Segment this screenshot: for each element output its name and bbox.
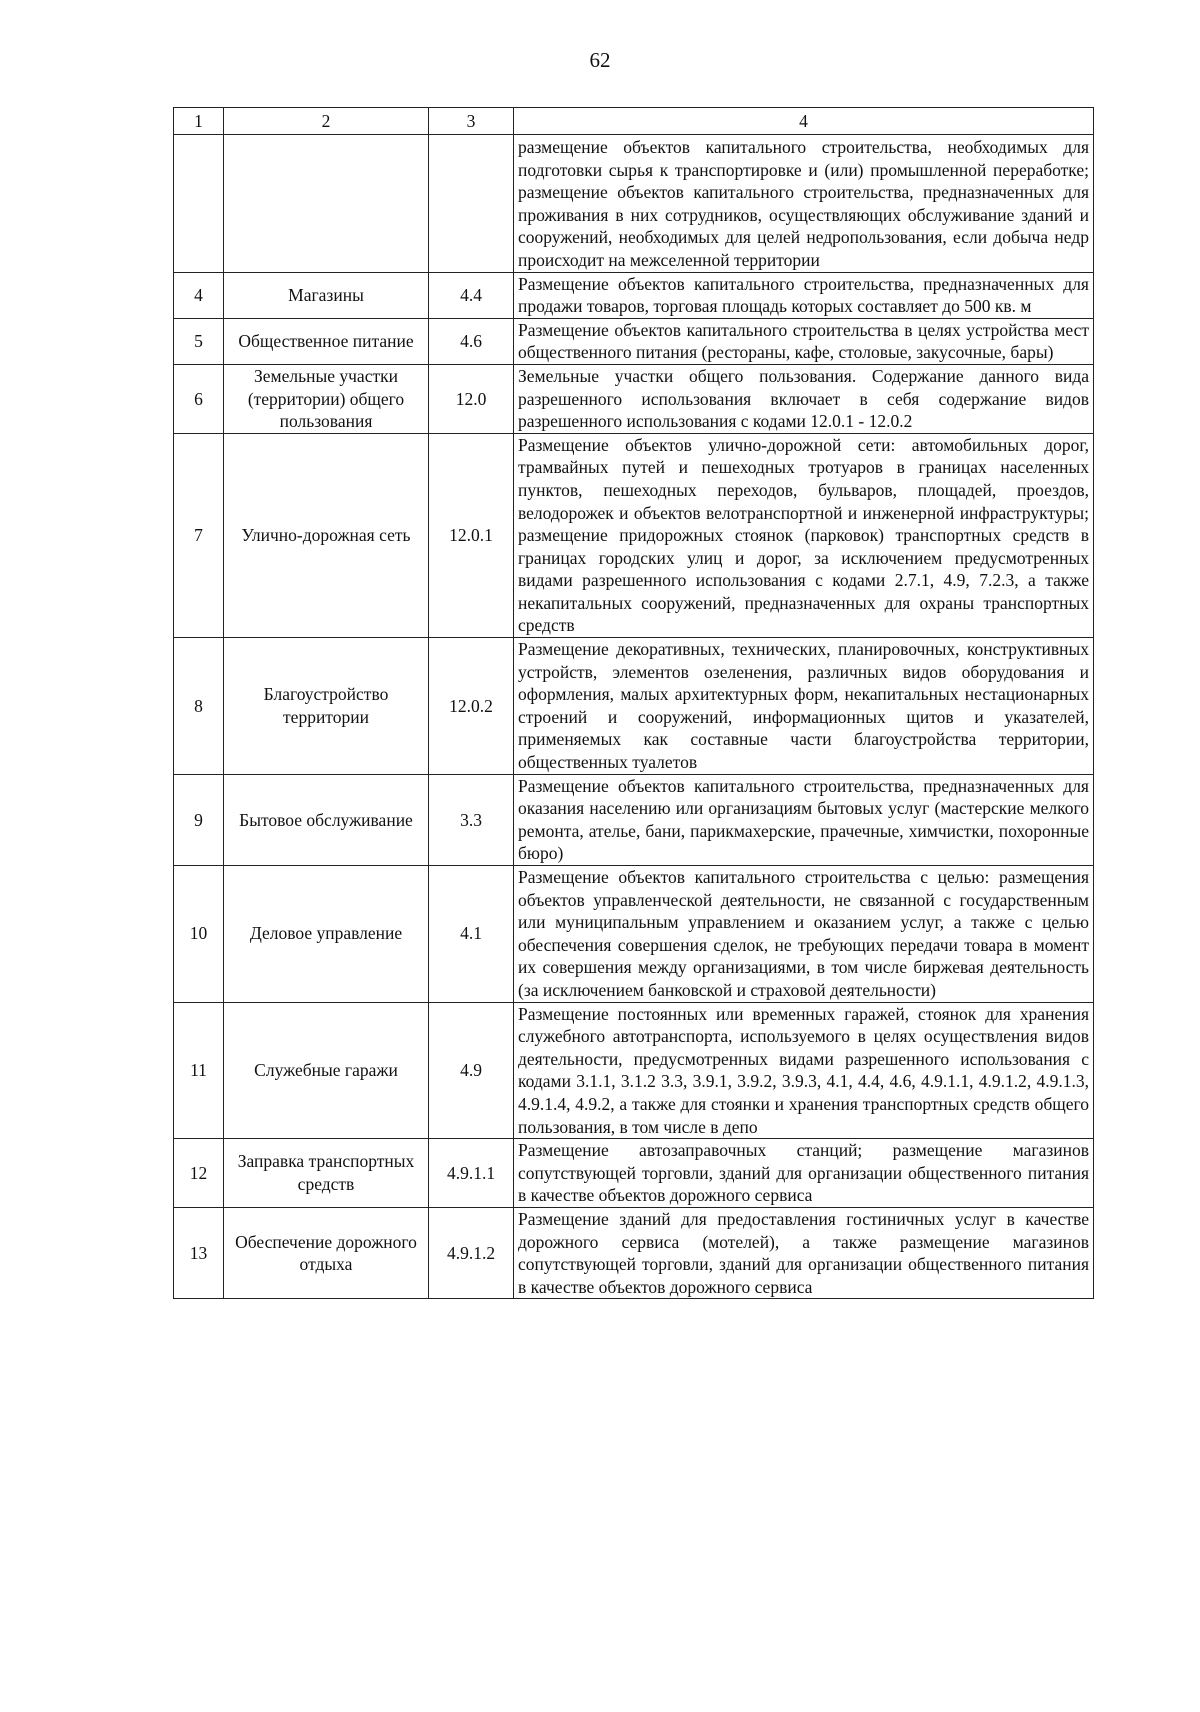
- continuation-code-cell: [429, 135, 514, 273]
- row-description-cell: Размещение объектов капитального строительства с целью: размещения объектов управленческой деятельности, не связанной с государственным или муниципальным управлением и оказанием услуг, а также с целью обеспечения совершения сделок, не требующих передачи товара в момент их совершения между организациями, в том числе биржевая деятельность (за исключением банковской и страховой деятельности): [514, 866, 1094, 1003]
- row-name-cell: Общественное питание: [224, 318, 429, 364]
- row-number-cell: 10: [174, 866, 224, 1003]
- row-name-cell: Заправка транспортных средств: [224, 1139, 429, 1208]
- row-description-cell: Размещение автозаправочных станций; размещение магазинов сопутствующей торговли, зданий для организации общественного питания в качестве объектов дорожного сервиса: [514, 1139, 1094, 1208]
- row-number-cell: 4: [174, 272, 224, 318]
- table-row: [174, 433, 1094, 637]
- row-name-cell: Магазины: [224, 272, 429, 318]
- continuation-name-cell: [224, 135, 429, 273]
- row-number-cell: 9: [174, 774, 224, 865]
- row-code-cell: 4.6: [429, 318, 514, 364]
- continuation-row: [174, 135, 1094, 273]
- row-name-cell: Деловое управление: [224, 866, 429, 1003]
- row-description-cell: Размещение объектов капитального строительства, предназначенных для продажи товаров, торговая площадь которых составляет до 500 кв. м: [514, 272, 1094, 318]
- row-number-cell: 11: [174, 1002, 224, 1139]
- row-code-cell: 4.1: [429, 866, 514, 1003]
- row-number-cell: 7: [174, 433, 224, 637]
- row-name-cell: Благоустройство территории: [224, 638, 429, 775]
- row-description-cell: Размещение декоративных, технических, планировочных, конструктивных устройств, элементов озеленения, различных видов оборудования и оформления, малых архитектурных форм, некапитальных нестационарных строений и сооружений, информационных щитов и указателей, применяемых как составные части благоустройства территории, общественных туалетов: [514, 638, 1094, 775]
- row-code-cell: 4.9.1.1: [429, 1139, 514, 1208]
- table-row: [174, 774, 1094, 865]
- row-code-cell: 12.0.2: [429, 638, 514, 775]
- row-code-cell: 4.4: [429, 272, 514, 318]
- row-number-cell: 5: [174, 318, 224, 364]
- table-row: [174, 1139, 1094, 1208]
- land-use-table: [173, 107, 1094, 1299]
- row-description-cell: Размещение объектов улично-дорожной сети: автомобильных дорог, трамвайных путей и пешеходных тротуаров в границах населенных пунктов, пешеходных переходов, бульваров, площадей, проездов, велодорожек и объектов велотранспортной и инженерной инфраструктуры; размещение придорожных стоянок (парковок) транспортных средств в границах городских улиц и дорог, за исключением предусмотренных видами разрешенного использования с кодами 2.7.1, 4.9, 7.2.3, а также некапитальных сооружений, предназначенных для охраны транспортных средств: [514, 433, 1094, 637]
- row-name-cell: Земельные участки (территории) общего пользования: [224, 364, 429, 433]
- row-name-cell: Служебные гаражи: [224, 1002, 429, 1139]
- continuation-num-cell: [174, 135, 224, 273]
- header-cell-3: 3: [429, 108, 514, 135]
- row-code-cell: 12.0.1: [429, 433, 514, 637]
- row-name-cell: Обеспечение дорожного отдыха: [224, 1207, 429, 1298]
- row-description-cell: Земельные участки общего пользования. Содержание данного вида разрешенного использования включает в себя содержание видов разрешенного использования с кодами 12.0.1 - 12.0.2: [514, 364, 1094, 433]
- row-code-cell: 4.9.1.2: [429, 1207, 514, 1298]
- header-cell-1: 1: [174, 108, 224, 135]
- row-number-cell: 6: [174, 364, 224, 433]
- header-cell-2: 2: [224, 108, 429, 135]
- continuation-desc-cell: размещение объектов капитального строительства, необходимых для подготовки сырья к транспортировке и (или) промышленной переработке; размещение объектов капитального строительства, предназначенных для проживания в них сотрудников, осуществляющих обслуживание зданий и сооружений, необходимых для целей недропользования, если добыча недр происходит на межселенной территории: [514, 135, 1094, 273]
- page-number: 62: [589, 48, 611, 72]
- table-row: [174, 866, 1094, 1003]
- header-cell-4: 4: [514, 108, 1094, 135]
- row-number-cell: 13: [174, 1207, 224, 1298]
- table-row: [174, 364, 1094, 433]
- table-row: [174, 1002, 1094, 1139]
- row-description-cell: Размещение объектов капитального строительства, предназначенных для оказания населению или организациям бытовых услуг (мастерские мелкого ремонта, ателье, бани, парикмахерские, прачечные, химчистки, похоронные бюро): [514, 774, 1094, 865]
- table-row: [174, 1207, 1094, 1298]
- header-row: [174, 108, 1094, 135]
- row-number-cell: 8: [174, 638, 224, 775]
- row-number-cell: 12: [174, 1139, 224, 1208]
- row-code-cell: 4.9: [429, 1002, 514, 1139]
- row-name-cell: Бытовое обслуживание: [224, 774, 429, 865]
- table-row: [174, 272, 1094, 318]
- row-description-cell: Размещение объектов капитального строительства в целях устройства мест общественного питания (рестораны, кафе, столовые, закусочные, бары): [514, 318, 1094, 364]
- row-description-cell: Размещение постоянных или временных гаражей, стоянок для хранения служебного автотранспорта, используемого в целях осуществления видов деятельности, предусмотренных видами разрешенного использования с кодами 3.1.1, 3.1.2 3.3, 3.9.1, 3.9.2, 3.9.3, 4.1, 4.4, 4.6, 4.9.1.1, 4.9.1.2, 4.9.1.3, 4.9.1.4, 4.9.2, а также для стоянки и хранения транспортных средств общего пользования, в том числе в депо: [514, 1002, 1094, 1139]
- row-name-cell: Улично-дорожная сеть: [224, 433, 429, 637]
- row-code-cell: 3.3: [429, 774, 514, 865]
- row-code-cell: 12.0: [429, 364, 514, 433]
- table-row: [174, 318, 1094, 364]
- table-row: [174, 638, 1094, 775]
- row-description-cell: Размещение зданий для предоставления гостиничных услуг в качестве дорожного сервиса (мотелей), а также размещение магазинов сопутствующей торговли, зданий для организации общественного питания в качестве объектов дорожного сервиса: [514, 1207, 1094, 1298]
